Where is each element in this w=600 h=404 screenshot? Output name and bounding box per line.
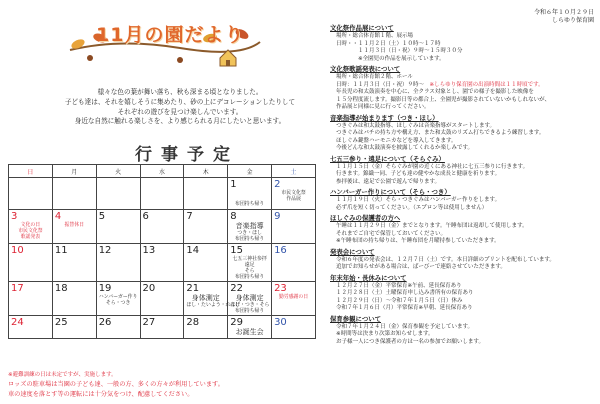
day-number: 7 [186, 211, 193, 222]
announcement-section [330, 188, 598, 212]
announcement-section [330, 24, 598, 63]
calendar-event: 市民文化祭 [18, 228, 43, 234]
section-line [330, 171, 598, 179]
section-line [330, 104, 598, 112]
section-line [330, 238, 598, 246]
intro-text [30, 88, 330, 127]
section-line [330, 41, 598, 49]
weekday-header: 水 [140, 165, 184, 178]
section-line [330, 138, 598, 146]
section-line [330, 257, 598, 265]
announcements [330, 24, 598, 348]
section-line-text: それまでご自宅で保管しておいてください。 [336, 230, 447, 237]
section-line [330, 305, 598, 313]
announcement-section [330, 114, 598, 153]
calendar-day-cell [52, 178, 96, 210]
calendar-event: つき・ほし [237, 230, 262, 236]
intro-line: 子ども達は、それを嬉しそうに集めたり、砂の上にデコレーションしたりして [64, 97, 296, 106]
calendar-day-cell [140, 178, 184, 210]
calendar-event: 布団持ち帰り [234, 236, 265, 242]
section-line [330, 179, 598, 187]
calendar-event: 七五三神社参拝 [232, 256, 267, 262]
section-line [330, 331, 598, 339]
calendar-day-cell [272, 244, 316, 282]
day-number: 23 [274, 283, 287, 294]
section-title: 保育参観について [330, 314, 381, 323]
section-line-text: つきぐみは和太鼓指導、ほしぐみは音楽指導がスタートします。 [336, 122, 496, 129]
section-line-text: １１月１５日（金）そらぐみが園の近くにある神社に七五三参りに行きます。 [336, 163, 529, 170]
section-line [330, 56, 598, 64]
section-line-highlight: ※しらゆり保育園の出演時間は１１時頃です。 [429, 81, 544, 88]
section-line-text: 令和７年１月６日（月）平常保育※早朝、延長保育あり [336, 305, 473, 311]
calendar-day-cell [184, 178, 228, 210]
day-number: 20 [142, 283, 156, 294]
calendar-day-cell [96, 316, 140, 339]
calendar-day-cell [140, 282, 184, 316]
section-line-text: お子様一人につき保護者の方は一名の参加でお願いします。 [336, 338, 484, 345]
calendar-event: そら・つき [105, 300, 131, 306]
section-line-text: 令和７年１月２４日（金）保育参観を予定しています。 [336, 323, 474, 330]
section-line [330, 205, 598, 213]
calendar-day-cell [52, 210, 96, 244]
calendar-week [9, 210, 316, 244]
calendar-event: 文化の日 [20, 222, 41, 228]
calendar-day-cell [184, 244, 228, 282]
calendar-day-cell [140, 210, 184, 244]
section-title: ほしぐみの保護者の方へ [330, 214, 401, 222]
section-line-text: １１月３日（日・祝）９時～１５時３０分 [336, 48, 463, 54]
notes [8, 370, 328, 400]
section-line [330, 339, 598, 347]
section-line [330, 197, 598, 205]
calendar-event: 布団持ち帰り [234, 308, 265, 314]
announcement-section [330, 155, 598, 187]
calendar-day-cell [9, 282, 53, 316]
section-line [330, 97, 598, 105]
day-number: 26 [98, 317, 112, 328]
section-line-text: 午睡は１１月２９日（金）までとなります。午睡布団は返却して使用します。 [336, 223, 528, 229]
day-number: 24 [11, 317, 24, 328]
calendar-event: ほし・つき・そら [230, 302, 270, 308]
day-number: 12 [98, 245, 112, 256]
announcement-section [330, 315, 598, 347]
calendar-day-cell [184, 210, 228, 244]
calendar-day-cell [184, 316, 228, 339]
weekday-header: 火 [96, 165, 140, 178]
section-line-text: １２月２９日（日）～令和７年１月５日（日）休み [336, 297, 463, 304]
day-number: 14 [186, 245, 200, 256]
calendar-day-cell [96, 178, 140, 210]
weekday-header: 金 [228, 165, 272, 178]
section-title: ハンバーガー作りについて（そら・つき） [330, 188, 451, 196]
section-line [330, 33, 598, 41]
calendar-day-cell [9, 210, 53, 244]
issue-date [452, 9, 594, 25]
section-title: 文化祭作品展について [330, 24, 394, 32]
calendar-week [9, 282, 316, 316]
section-line-text: 参拝後は、遠足で公園で遊んで帰ります。 [336, 178, 441, 185]
calendar-day-cell [96, 244, 140, 282]
section-line [330, 283, 598, 291]
section-line-text: 必ず爪を短く切ってください。（エプロン等は使用しません） [336, 204, 488, 211]
calendar-event: 遠足 [244, 262, 255, 268]
calendar-day-cell [228, 178, 272, 210]
section-line [330, 48, 598, 56]
section-line [330, 82, 598, 90]
calendar-event: 身体測定 [191, 294, 220, 302]
section-line-text: １２月２７日（金）平常保育※午前、延長保育あり [336, 282, 462, 289]
calendar-week [9, 244, 316, 282]
calendar-day-cell [140, 316, 184, 339]
day-number: 17 [11, 283, 24, 294]
section-line-text: １１月１９日（火）そら・つきぐみはハンバーガー作りをします。 [336, 197, 501, 203]
calendar-event: 音楽指導 [235, 222, 264, 230]
section-line-text: ※時間等は決まり次第お知らせします。 [336, 331, 434, 337]
section-line [330, 145, 598, 153]
day-number: 1 [230, 179, 237, 190]
section-line [330, 164, 598, 172]
day-number: 13 [142, 245, 156, 256]
intro-line: 身近な自然に触れる楽しさを、より感じられる月にしたいと思います。 [74, 117, 286, 126]
event-calendar [8, 164, 316, 339]
section-line-text: ほしぐみ鍵盤ハーモニカなどを導入してきます。 [336, 137, 457, 144]
section-title: 音楽指導が始まります（つき・ほし） [330, 113, 439, 122]
calendar-event: 市民文化祭 [281, 190, 306, 196]
day-number: 22 [230, 283, 243, 294]
section-line-text: ※全園児の作品を展示しています。 [336, 55, 445, 62]
calendar-event: 布団持ち帰り [234, 274, 265, 280]
calendar-day-cell [9, 244, 53, 282]
day-number: 18 [54, 283, 68, 294]
calendar-event: 歌謡発表 [20, 234, 41, 240]
section-line-text: 年長児の和太鼓演奏を中心に、全クラス対象とし、園での様子を撮影した映像を [336, 89, 534, 95]
section-line [330, 74, 598, 82]
day-number: 30 [274, 317, 287, 328]
day-number: 25 [54, 317, 68, 328]
intro-line: それぞれの遊びを見つけ楽しんでいます。 [117, 107, 243, 116]
calendar-event: ほし・たいよう・れんげ [186, 302, 241, 308]
day-number: 27 [142, 317, 156, 328]
section-line-text: ※午睡布団の持ち帰りは、午睡布団を月曜持参していただきます。 [336, 238, 500, 244]
announcement-section [330, 214, 598, 246]
calendar-day-cell [96, 282, 140, 316]
calendar-day-cell [52, 282, 96, 316]
section-title: 年末年始・長休みについて [330, 273, 407, 282]
calendar-event: お誕生会 [235, 328, 264, 336]
section-line-text: 今後どんな和太鼓演奏を披露してくれるか楽しみです。 [336, 145, 474, 151]
section-line-text: 追加でお知らせがある場合は、ばーびーで連絡させていただきます。 [336, 264, 506, 270]
day-number: 2 [274, 179, 281, 190]
org-name: しらゆり保育園 [551, 17, 594, 24]
day-number: 8 [230, 211, 237, 222]
day-number: 4 [54, 211, 62, 222]
day-number: 5 [98, 211, 106, 222]
section-line-text: 場所・総合体育館２階、ホール [336, 74, 413, 80]
section-line [330, 123, 598, 131]
announcement-section [330, 65, 598, 112]
section-line-text: １５分程度流します。撮影日等の都合上、全園児が撮影されていないかもしれないが、 [336, 96, 551, 103]
calendar-day-cell [9, 316, 53, 339]
day-number: 9 [274, 211, 281, 222]
announcement-section [330, 248, 598, 272]
calendar-day-cell [140, 244, 184, 282]
calendar-event: ハンバーガー作り [98, 294, 138, 300]
schedule-title: 行事予定 [135, 145, 239, 165]
day-number: 15 [230, 245, 243, 256]
day-number: 21 [186, 283, 200, 294]
intro-line: 様々な色の葉が舞い落ち、秋も深まる頃となりました。 [97, 88, 263, 96]
calendar-day-cell [272, 210, 316, 244]
section-line [330, 223, 598, 231]
day-number: 10 [11, 245, 24, 256]
section-line-text: つきぐみはバチの持ち方や構え方、また和太鼓のリズム打ちできるよう練習します。 [336, 130, 545, 136]
section-line-text: 作品展と同様に見に行ってください。 [336, 104, 430, 110]
header-banner [60, 8, 265, 68]
day-number: 28 [186, 317, 200, 328]
calendar-day-cell [272, 282, 316, 316]
calendar-day-cell [272, 178, 316, 210]
section-line [330, 231, 598, 239]
day-number: 11 [54, 245, 68, 256]
section-line [330, 290, 598, 298]
section-line [330, 264, 598, 272]
section-line [330, 298, 598, 306]
day-number: 16 [274, 245, 287, 256]
section-line-text: 日時・・１１月２日（土）１０時～１７時 [336, 40, 441, 47]
note-line: 車の速度を落とす等の運転には十分気をつけ、配慮してください。 [8, 391, 194, 398]
section-title: 七五三参り・遠足について（そらぐみ） [330, 154, 445, 163]
day-number: 6 [142, 211, 149, 222]
section-line [330, 324, 598, 332]
calendar-day-cell [9, 178, 53, 210]
weekday-header: 木 [184, 165, 228, 178]
weekday-header: 月 [52, 165, 96, 178]
calendar-event: そら [244, 268, 255, 274]
announcement-section [330, 274, 598, 313]
calendar-day-cell [52, 316, 96, 339]
section-title: 発表会について [330, 247, 375, 256]
calendar-day-cell [228, 282, 272, 316]
calendar-event: 振替休日 [64, 222, 85, 228]
calendar-event: 布団持ち帰り [234, 201, 265, 207]
calendar-event: 勤労感謝の日 [278, 294, 309, 300]
day-number: 19 [98, 283, 112, 294]
calendar-day-cell [272, 316, 316, 339]
day-number: 3 [11, 211, 18, 222]
calendar-week [9, 178, 316, 210]
section-line-text: 行きます。錦織一同、子ども達の健やかな成長と健康を祈ります。 [336, 171, 501, 177]
calendar-day-cell [228, 316, 272, 339]
note-line: ※避難訓練の日は未定ですが、実施します。 [8, 372, 117, 378]
day-number: 29 [230, 317, 243, 328]
section-title: 文化祭歌謡発表について [330, 65, 401, 73]
calendar-day-cell [52, 244, 96, 282]
banner-title: 11月の園だより [96, 24, 245, 46]
weekday-header: 日 [9, 165, 53, 178]
date-text: 令和６年１０月２９日 [533, 9, 594, 16]
calendar-day-cell [228, 244, 272, 282]
calendar-day-cell [96, 210, 140, 244]
calendar-event: 身体測定 [235, 294, 264, 302]
section-line-text: 令和６年度の発表会は、１２月７日（土）です。本日詳細のプリントを配布しています。 [336, 256, 555, 263]
weekday-header: 土 [272, 165, 316, 178]
calendar-event: 作品展 [286, 196, 301, 202]
note-line: ロッズの駐車場は当園の子ども達、一般の方、多くの方々が利用しています。 [8, 381, 224, 388]
section-line-text: 場所・総合体育館１階、展示場 [336, 33, 414, 39]
calendar-week [9, 316, 316, 339]
section-line [330, 89, 598, 97]
calendar-day-cell [228, 210, 272, 244]
section-line [330, 130, 598, 138]
section-line-text: 日時：１１月３日（日・祝）９時～ [336, 81, 430, 88]
section-line-text: １２月２８日（土）土曜保育申し込み書所有の保育あり [336, 290, 474, 296]
